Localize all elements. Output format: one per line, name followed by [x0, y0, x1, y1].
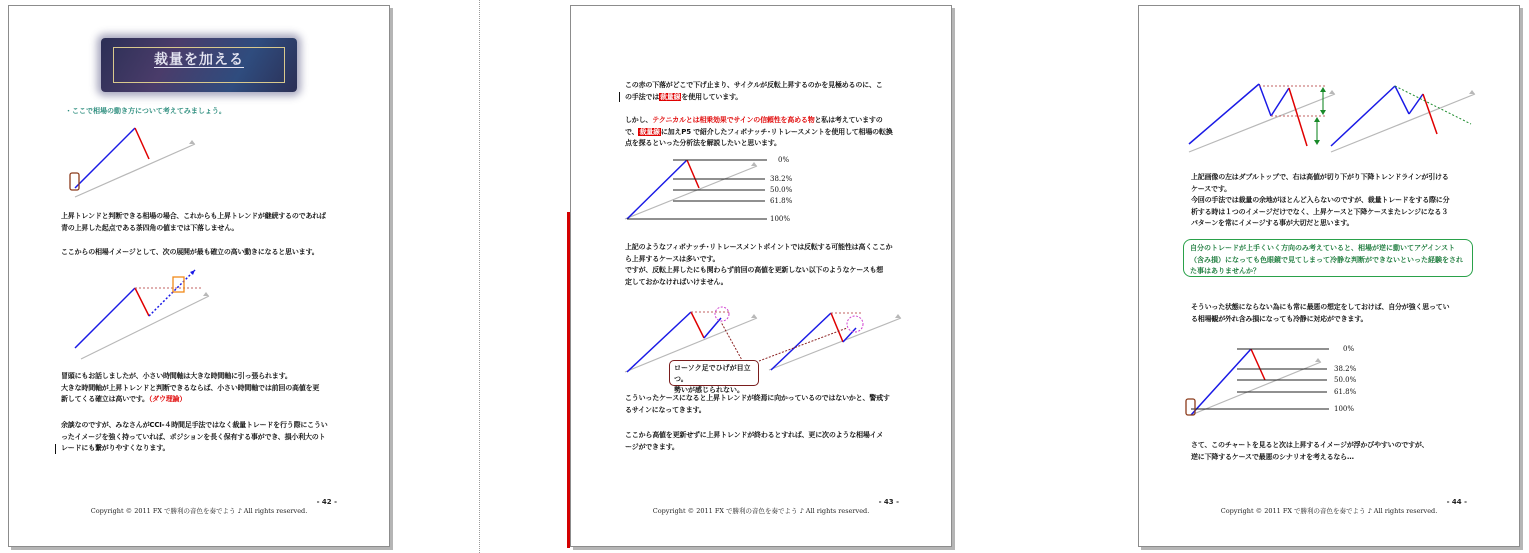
para-worst-case: そういった状態にならない為にも常に最悪の想定をしておけば、自分が強く思ってい る相場観が外れ含み損になっても冷静に対応ができます。 — [1191, 303, 1450, 323]
dow-theory-note: （ダウ理論） — [148, 395, 187, 404]
page-separator — [479, 0, 480, 553]
fib-label-100: 100% — [770, 215, 791, 223]
text-cursor — [55, 444, 56, 454]
intro-text: ・ここで相場の動き方について考えてみましょう。 — [65, 107, 226, 115]
banner-title: 裁量を加える — [154, 52, 244, 68]
fib-label-618: 61.8% — [1334, 388, 1357, 396]
para-image: ここからの相場イメージとして、次の展開が最も確立の高い動きになると思います。 — [61, 248, 319, 256]
para-reversal: この赤の下落がどこで下げ止まり、サイクルが反転上昇するのかを見極めるのに、こ の手法では裁量線を使用しています。 — [625, 81, 883, 101]
para-next-image: ここから高値を更新せずに上昇トレンドが終わるとすれば、更に次のような相場イメ ージができます。 — [625, 431, 884, 451]
page-43 — [570, 5, 952, 547]
para-fib-points: 上記のようなフィボナッチ･リトレースメントポイントでは反転する可能性は高くここか ら上昇するケースは多いです。 ですが、反転上昇したにも関わらず前回の高値を更新しない以下のようなケースも想 定しておかなければいけません。 — [625, 243, 893, 286]
para-technical: しかし、テクニカルとは相乗効果でサインの信頼性を高める物と私は考えていますの で、裁量線に加えP5 で紹介したフィボナッチ･リトレースメントを使用して相場の転換 点を探るといった分析法を解説したいと思います。 — [625, 116, 893, 148]
fib-label-100: 100% — [1334, 405, 1355, 413]
highlight-discretion-line: 裁量線 — [660, 92, 681, 101]
question-box: 自分のトレードが上手くいく方向のみ考えていると、相場が逆に動いてアゲインスト （含み損）になっても色眼鏡で見てしまって冷静な判断ができないといった経験をされ た事はありませんか？ — [1183, 239, 1473, 277]
copyright: Copyright © 2011 FX で勝利の音色を奏でよう ♪ All rights reserved. — [652, 507, 870, 515]
page-44 — [1138, 5, 1520, 547]
fib-label-0: 0% — [1343, 345, 1355, 353]
para-aside: 余談なのですが、みなさんがCCI-４時間足手法ではなく裁量トレードを行う際にこうい ったイメージを強く持っていれば、ポジションを長く保有する事ができ、損小利大のト レードにも繋がりやすくなります。 — [61, 421, 328, 453]
wick-callout: ローソク足でひげが目立つ。 勢いが感じられない。 — [669, 360, 759, 386]
fib-label-618: 61.8% — [770, 197, 793, 205]
highlight-discretion-line: 裁量線 — [639, 127, 660, 136]
copyright: Copyright © 2011 FX で勝利の音色を奏でよう ♪ All rights reserved. — [1220, 507, 1438, 515]
page-42 — [8, 5, 390, 547]
page-number: - 44 - — [1446, 498, 1467, 506]
para-warning: こういったケースになると上昇トレンドが終焉に向かっているのではないかと、警戒す るサインになってきます。 — [625, 394, 890, 414]
fib-label-500: 50.0% — [1334, 376, 1357, 384]
fib-label-382: 38.2% — [1334, 365, 1357, 373]
breakout-chart — [9, 6, 389, 546]
para-double-top: 上記画像の左はダブルトップで、右は高値が切り下がり下降トレンドラインが引ける ケースです。 今回の手法では裁量の余地がほとんど入らないのですが、裁量トレードをする際に分 析する時は１つのイメージだけでなく、上昇ケースと下降ケースまたレンジになる３ パターンを常にイメージする事が大切だと思います。 — [1191, 173, 1450, 228]
para-timeframe: 冒頭にもお話しましたが、小さい時間軸は大きな時間軸に引っ張られます。 大きな時間軸が上昇トレンドと判断できるならば、小さい時間軸では前回の高値を更 新してくる確立は高いです。（ダウ理論） — [61, 372, 320, 404]
page-number: - 42 - — [316, 498, 337, 506]
copyright: Copyright © 2011 FX で勝利の音色を奏でよう ♪ All rights reserved. — [90, 507, 308, 515]
fibonacci-chart-2 — [1139, 6, 1519, 546]
fib-label-0: 0% — [778, 156, 790, 164]
para-worst-scenario: さて、このチャートを見ると次は上昇するイメージが浮かびやすいのですが、 逆に下降するケースで最悪のシナリオを考えるなら… — [1191, 441, 1429, 461]
technical-synergy-text: テクニカルとは相乗効果でサインの信頼性を高める物 — [652, 116, 815, 124]
page-number: - 43 - — [878, 498, 899, 506]
para-uptrend: 上昇トレンドと判断できる相場の場合、これからも上昇トレンドが継続するのであれば 青の上昇した起点である茶四角の値までは下落しません。 — [61, 212, 326, 232]
fib-label-500: 50.0% — [770, 186, 793, 194]
fib-label-382: 38.2% — [770, 175, 793, 183]
failed-high-charts — [571, 6, 951, 546]
